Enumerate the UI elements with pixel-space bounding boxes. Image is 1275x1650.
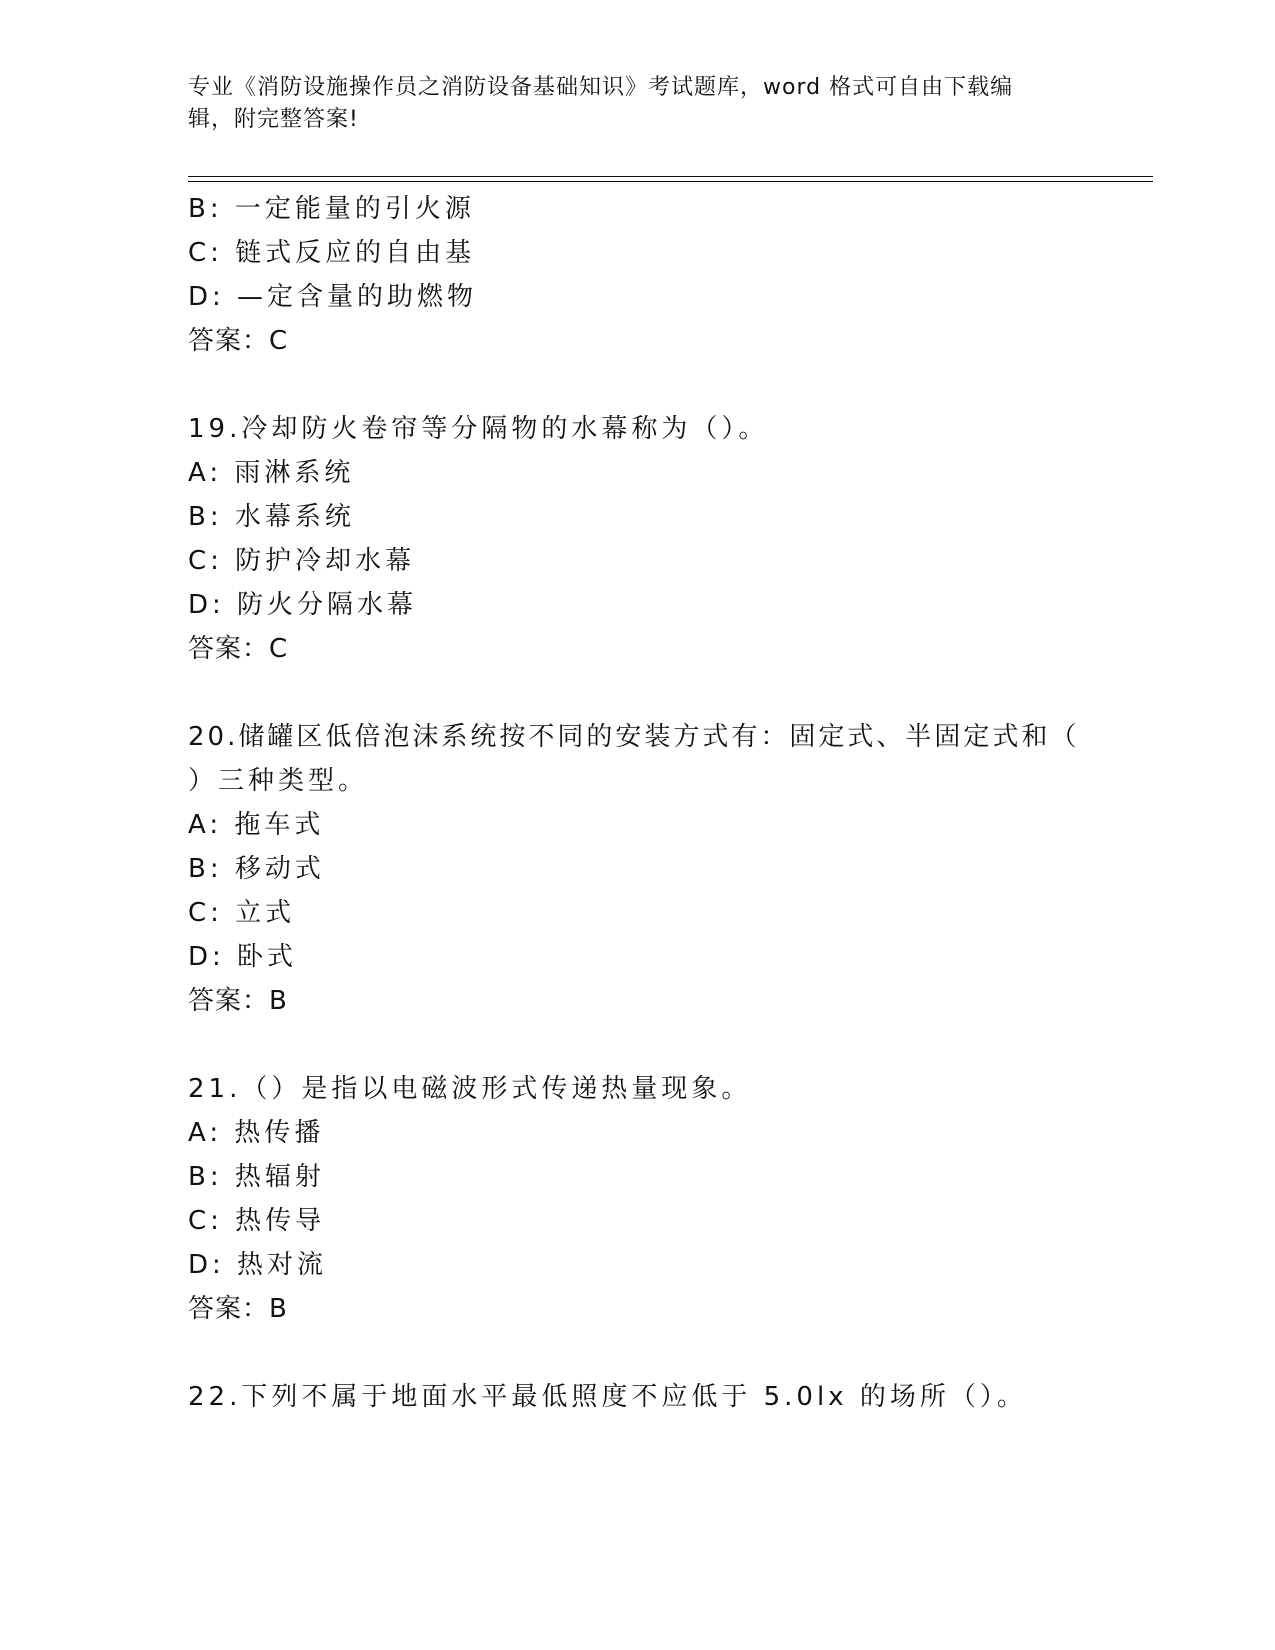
q18-option-b: B: 一定能量的引火源 — [188, 194, 475, 224]
q19-answer: 答案：C — [188, 634, 289, 664]
q21-answer: 答案：B — [188, 1294, 288, 1324]
q20-question-line-2: ）三种类型。 — [188, 766, 369, 796]
header-line-2: 辑，附完整答案! — [188, 107, 359, 132]
q21-option-d: D: 热对流 — [188, 1250, 328, 1280]
document-header — [188, 72, 1088, 136]
header-rule-bottom — [188, 181, 1153, 182]
q20-option-c: C: 立式 — [188, 898, 296, 928]
q21-question: 21.（）是指以电磁波形式传递热量现象。 — [188, 1074, 752, 1104]
q20-option-d: D: 卧式 — [188, 942, 298, 972]
q20-answer: 答案：B — [188, 986, 288, 1016]
q18-answer: 答案：C — [188, 326, 289, 356]
q19-option-b: B: 水幕系统 — [188, 502, 355, 532]
q19-option-a: A: 雨淋系统 — [188, 458, 355, 488]
q21-option-a: A: 热传播 — [188, 1118, 325, 1148]
q21-option-b: B: 热辐射 — [188, 1162, 325, 1192]
header-rule-top — [188, 176, 1153, 177]
q20-option-b: B: 移动式 — [188, 854, 325, 884]
q21-option-c: C: 热传导 — [188, 1206, 326, 1236]
q19-option-c: C: 防护冷却水幕 — [188, 546, 416, 576]
q20-option-a: A: 拖车式 — [188, 810, 325, 840]
q18-option-c: C: 链式反应的自由基 — [188, 238, 476, 268]
q20-question-line-1: 20.储罐区低倍泡沫系统按不同的安装方式有：固定式、半固定式和（ — [188, 722, 1080, 752]
q19-option-d: D: 防火分隔水幕 — [188, 590, 418, 620]
q22-question: 22.下列不属于地面水平最低照度不应低于 5.0lx 的场所（）。 — [188, 1382, 1027, 1412]
q19-question: 19.冷却防火卷帘等分隔物的水幕称为（）。 — [188, 414, 769, 444]
header-line-1: 专业《消防设施操作员之消防设备基础知识》考试题库，word 格式可自由下载编 — [188, 75, 1014, 100]
q18-option-d: D: —定含量的助燃物 — [188, 282, 478, 312]
